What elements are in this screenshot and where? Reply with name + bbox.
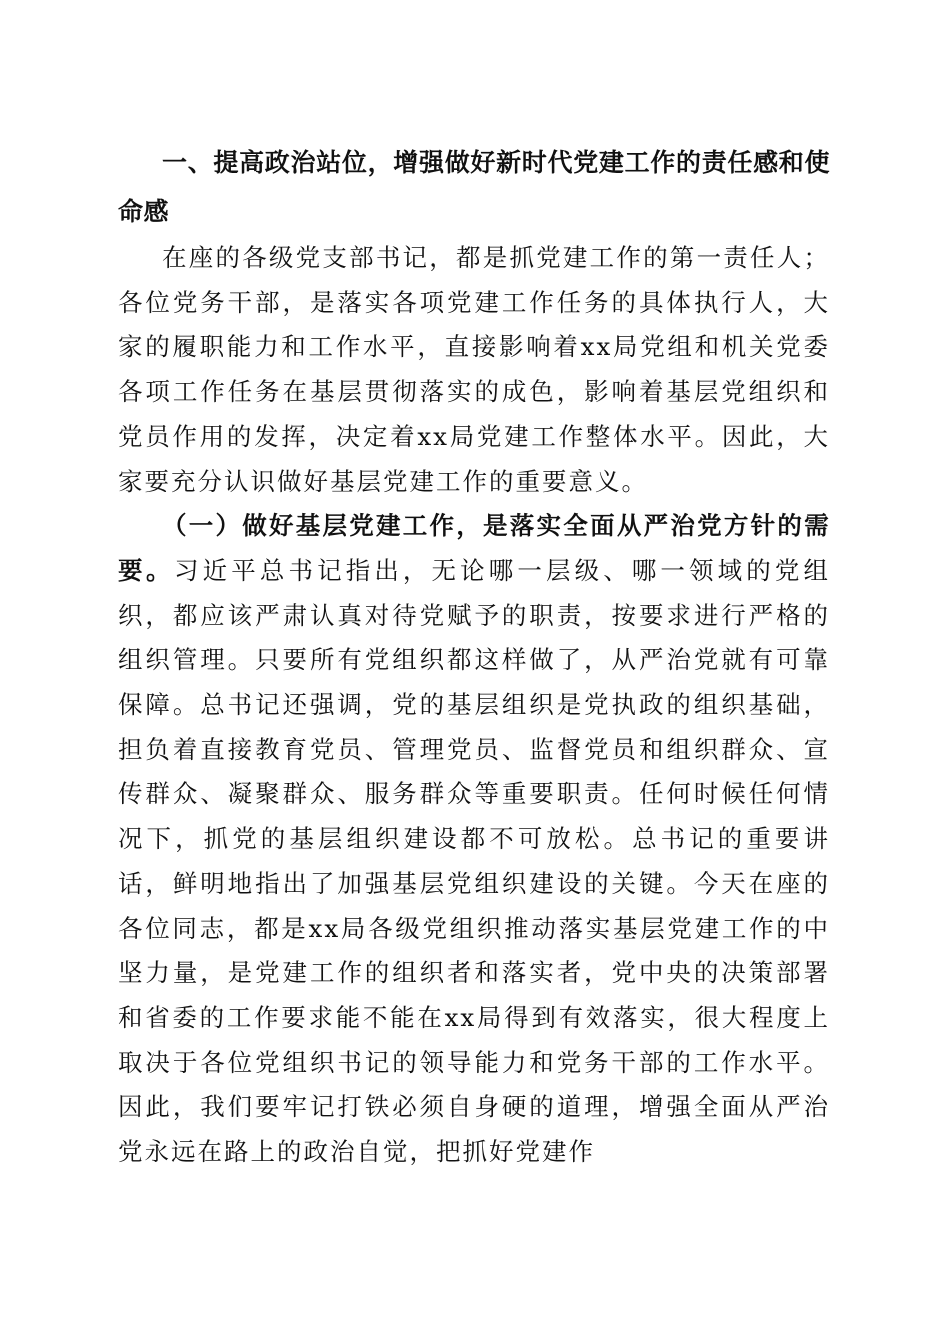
section-heading: 一、提高政治站位，增强做好新时代党建工作的责任感和使命感	[118, 148, 830, 226]
document-body	[118, 138, 830, 1175]
body-paragraph-intro: 在座的各级党支部书记，都是抓党建工作的第一责任人；各位党务干部，是落实各项党建工作任务的具体执行人，大家的履职能力和工作水平，直接影响着xx局党组和机关党委各项工作任务在基层贯彻落实的成色，影响着基层党组织和党员作用的发挥，决定着xx局党建工作整体水平。因此，大家要充分认识做好基层党建工作的重要意义。	[118, 243, 830, 496]
subsection-heading: （一）做好基层党建工作，是落实全面从严治党方针的需要。	[118, 511, 830, 585]
body-paragraph-second-text: 习近平总书记指出，无论哪一层级、哪一领域的党组织，都应该严肃认真对待党赋予的职责，按要求进行严格的组织管理。只要所有党组织都这样做了，从严治党就有可靠保障。总书记还强调，党的基层组织是党执政的组织基础，担负着直接教育党员、管理党员、监督党员和组织群众、宣传群众、凝聚群众、服务群众等重要职责。任何时候任何情况下，抓党的基层组织建设都不可放松。总书记的重要讲话，鲜明地指出了加强基层党组织建设的关键。今天在座的各位同志，都是xx局各级党组织推动落实基层党建工作的中坚力量，是党建工作的组织者和落实者，党中央的决策部署和省委的工作要求能不能在xx局得到有效落实，很大程度上取决于各位党组织书记的领导能力和党务干部的工作水平。因此，我们要牢记打铁必须自身硬的道理，增强全面从严治党永远在路上的政治自觉，把抓好党建作	[118, 555, 830, 1167]
body-paragraph-second	[118, 504, 830, 1175]
